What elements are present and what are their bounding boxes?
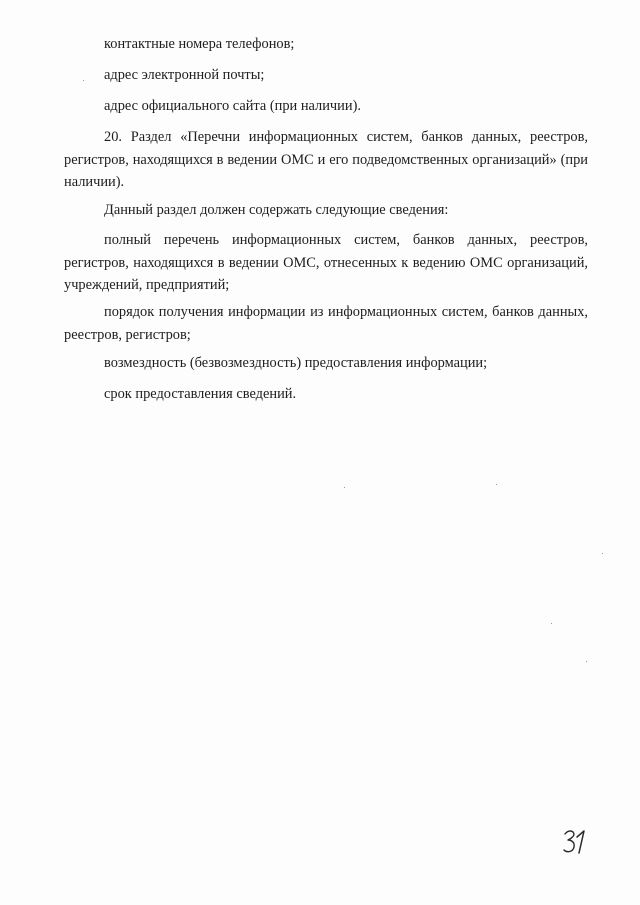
scan-speck: [551, 623, 552, 624]
handwritten-page-number: [562, 828, 592, 856]
paragraph-email-address: адрес электронной почты;: [104, 67, 265, 83]
scan-speck: [344, 487, 345, 488]
paragraph-contact-phones: контактные номера телефонов;: [104, 36, 295, 52]
scan-speck: [83, 80, 84, 81]
paragraph-access-procedure: порядок получения информации из информационных систем, банков данных, реестров, регистров;: [64, 304, 588, 343]
paragraph-section-20-heading: 20. Раздел «Перечни информационных систем, банков данных, реестров, регистров, находящихся в ведении ОМС и его подведомственных организаций» (при наличии).: [64, 129, 588, 190]
scan-speck: [602, 553, 603, 554]
scan-speck: [496, 484, 497, 485]
paragraph-paid-or-free: возмездность (безвозмездность) предоставления информации;: [104, 355, 488, 371]
scan-speck: [586, 661, 587, 662]
paragraph-section-contents-intro: Данный раздел должен содержать следующие сведения:: [104, 202, 449, 218]
paragraph-full-list-of-systems: полный перечень информационных систем, банков данных, реестров, регистров, находящихся в ведении ОМС, отнесенных к ведению ОМС организаций, учреждений, предприятий;: [64, 232, 588, 293]
paragraph-official-website: адрес официального сайта (при наличии).: [104, 98, 361, 114]
paragraph-provision-period: срок предоставления сведений.: [104, 386, 297, 402]
